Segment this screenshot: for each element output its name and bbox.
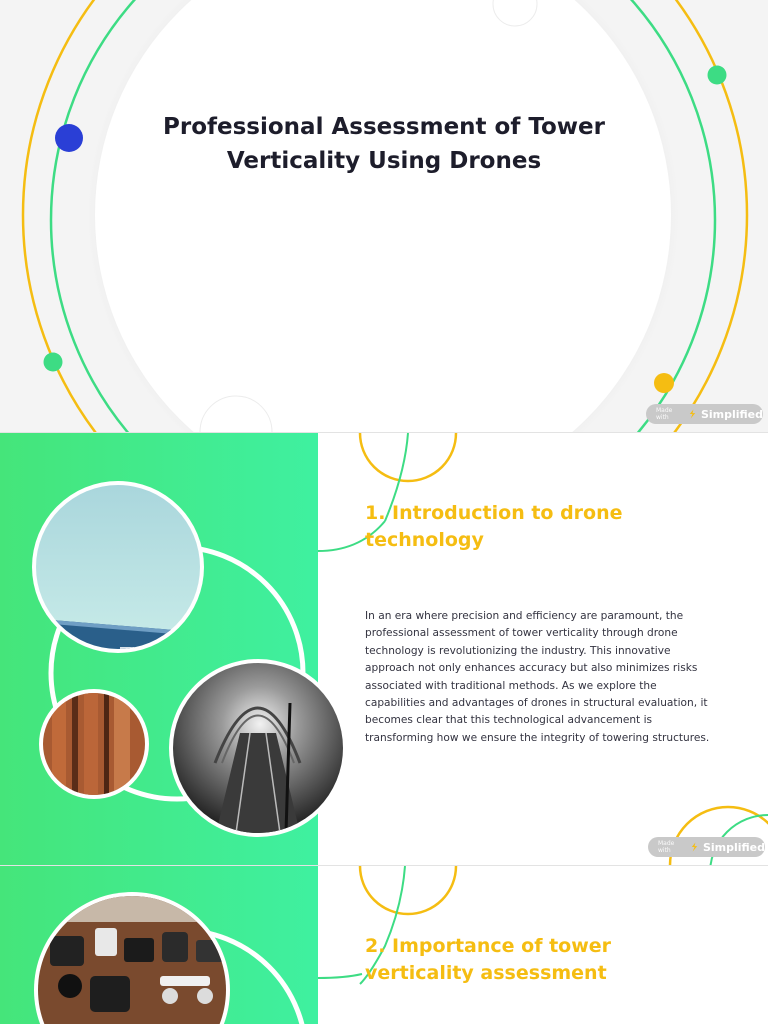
content-slide-1 [0, 433, 768, 865]
content-slide-2 [0, 866, 768, 1024]
badge-made-with-text: Made with [656, 407, 673, 421]
yellow-dot [654, 373, 674, 393]
made-with-simplified-badge-2[interactable] [648, 837, 765, 857]
background-disc [95, 0, 671, 432]
simplified-logo-icon [690, 842, 699, 852]
green-dot-top-right [708, 66, 727, 85]
section-body-1: In an era where precision and efficiency are paramount, the professional assessment of tower verticality through drone technology is revolutionizing the industry. This innovative approach not only enhances accuracy but also minimizes risks associated with traditional methods. As we explore the capabilities and advantages of drones in structural evaluation, it becomes clear that this technological advancement is transforming how we ensure the integrity of towering structures. [365, 610, 710, 744]
made-with-simplified-badge[interactable] [646, 404, 763, 424]
section-heading-1: 1. Introduction to drone technology [365, 502, 623, 551]
section-heading-2: 2. Importance of tower verticality assessment [365, 935, 612, 984]
blue-dot [55, 124, 83, 152]
simplified-logo-icon [688, 409, 697, 419]
decorative-rings [0, 0, 768, 432]
drone-equipment-photo [30, 892, 240, 1024]
badge-made-with-text: Made with [658, 840, 675, 854]
title-slide [0, 0, 768, 432]
presentation-title: Professional Assessment of Tower Verticality Using Drones [163, 114, 605, 174]
badge-brand-text: Simplified [700, 407, 763, 421]
badge-brand-text: Simplified [702, 840, 765, 854]
green-dot-left [44, 353, 63, 372]
green-arc-left [318, 974, 362, 978]
yellow-arc-top [360, 866, 456, 914]
